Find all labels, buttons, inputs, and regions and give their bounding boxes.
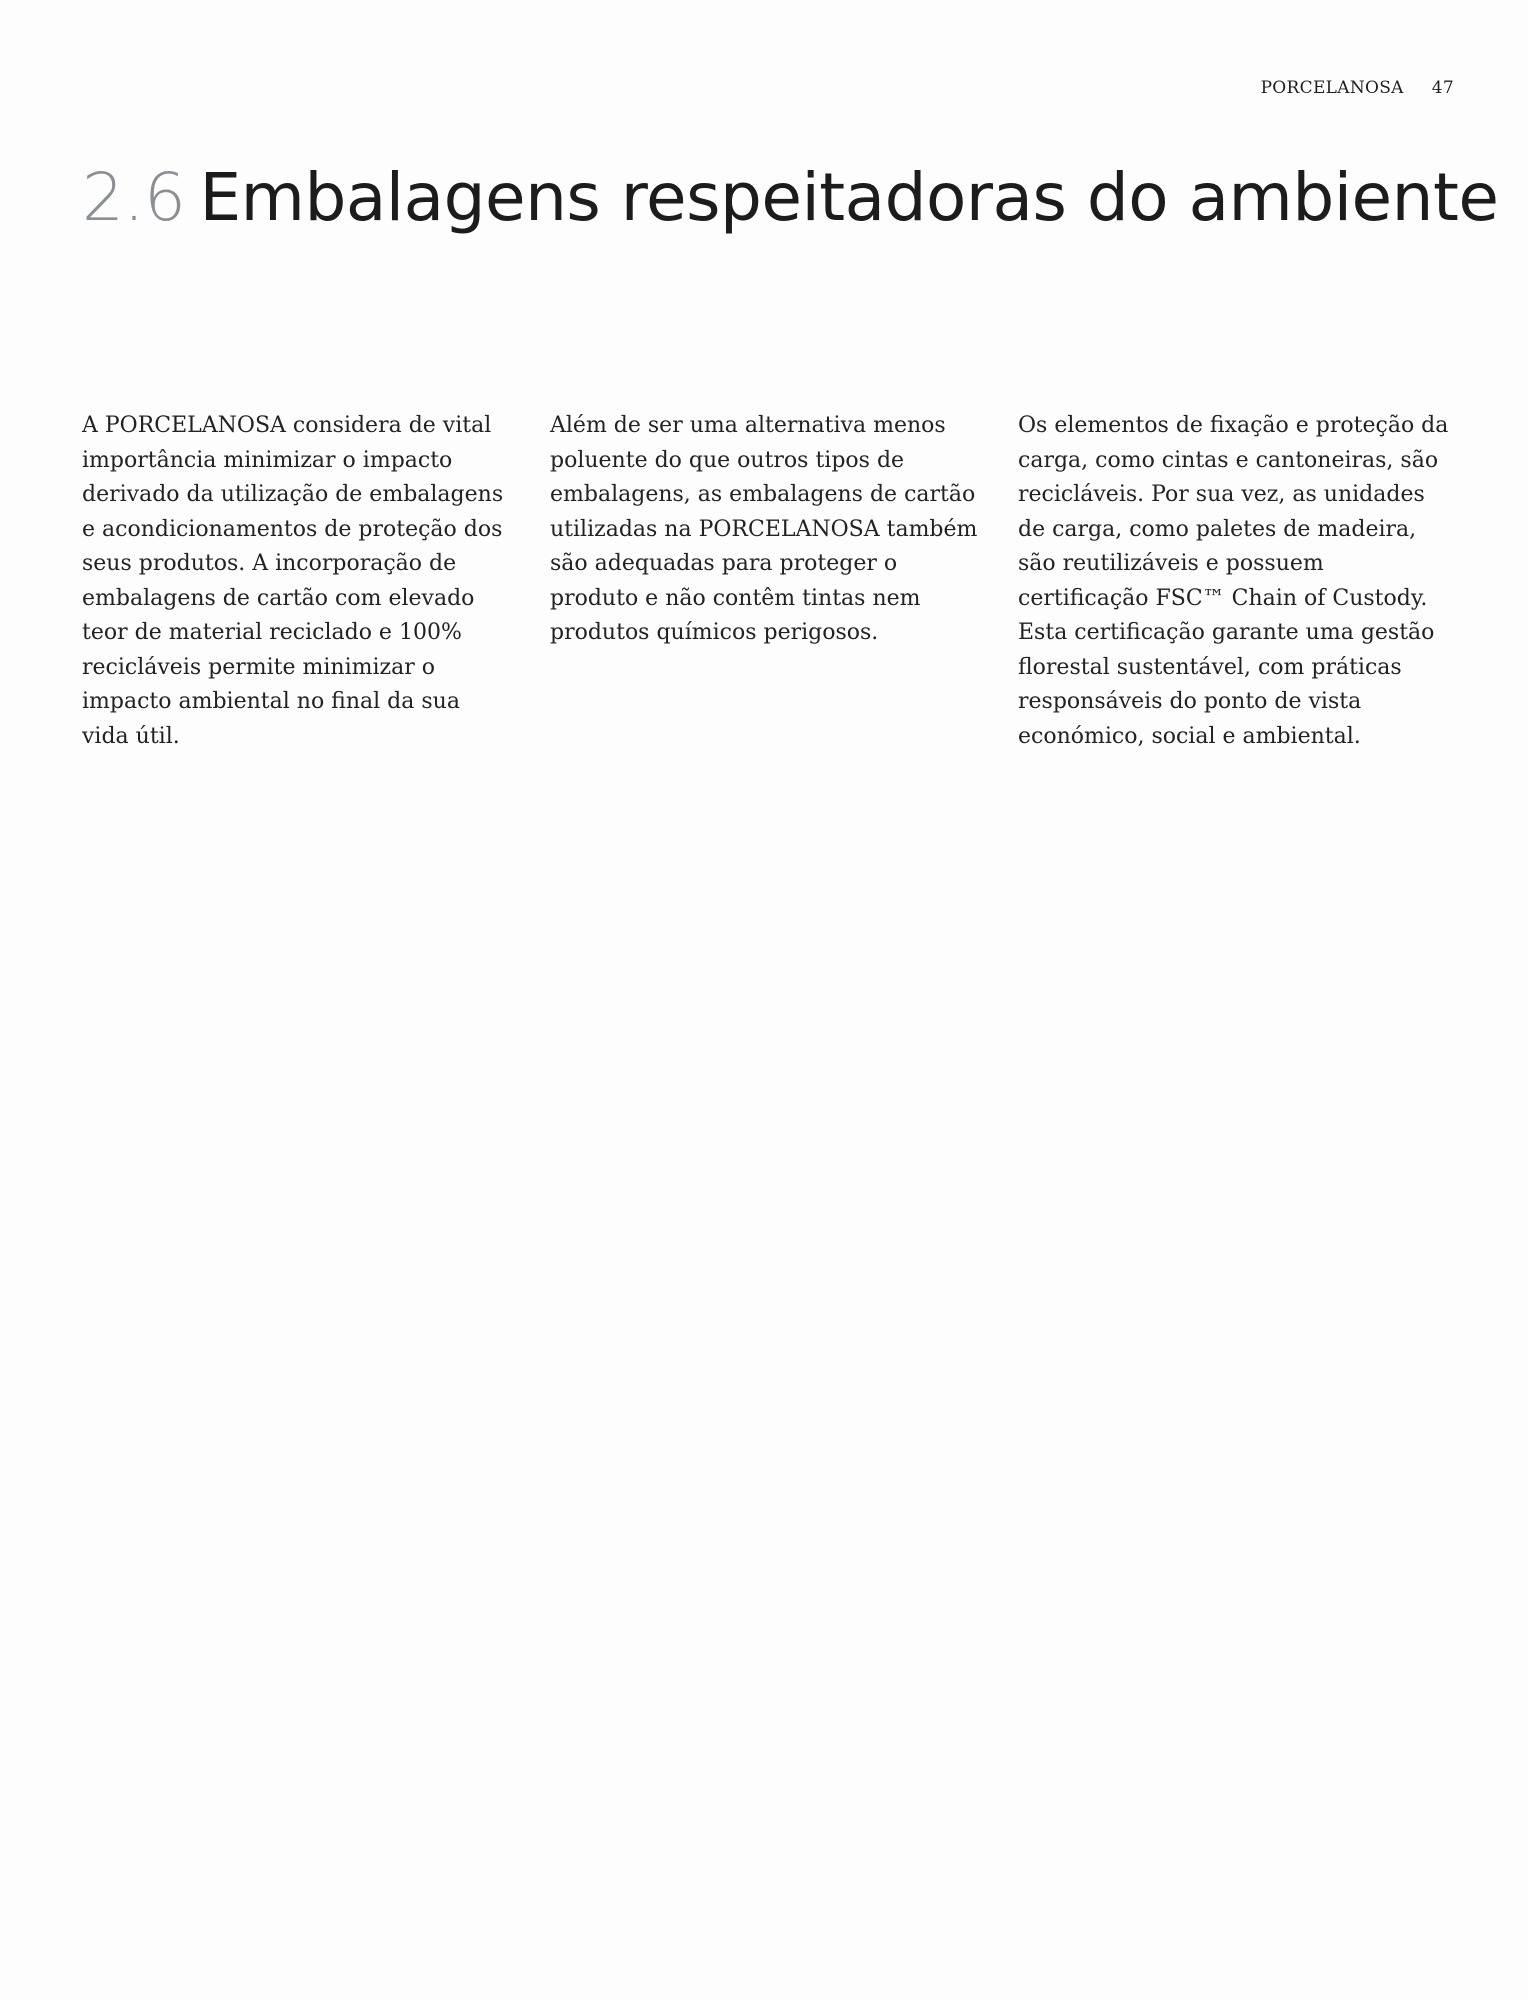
paragraph-column-2: Além de ser uma alternativa menos poluente do que outros tipos de embalagens, as embalagens de cartão utilizadas na PORCELANOSA também são adequadas para proteger o produto e não contêm tintas nem produtos químicos perigosos. (550, 413, 978, 645)
paragraph-column-1: A PORCELANOSA considera de vital importância minimizar o impacto derivado da utilização de embalagens e acondicionamentos de proteção dos seus produtos. A incorporação de embalagens de cartão com elevado teor de material reciclado e 100% recicláveis permite minimizar o impacto ambiental no final da sua vida útil. (82, 413, 504, 749)
section-title-text: Embalagens respeitadoras do ambiente (199, 159, 1499, 236)
running-header (1261, 78, 1454, 98)
brand-name: PORCELANOSA (1260, 78, 1404, 98)
page-number: 47 (1431, 78, 1454, 98)
body-columns (82, 409, 1454, 754)
section-number: 2.6 (82, 159, 186, 236)
section-title (82, 159, 1499, 236)
paragraph-column-3: Os elementos de fixação e proteção da carga, como cintas e cantoneiras, são recicláveis. Por sua vez, as unidades de carga, como paletes de madeira, são reutilizáveis e possuem certificação FSC™ Chain of Custody. Esta certificação garante uma gestão florestal sustentável, com práticas responsáveis do ponto de vista económico, social e ambiental. (1018, 413, 1449, 749)
